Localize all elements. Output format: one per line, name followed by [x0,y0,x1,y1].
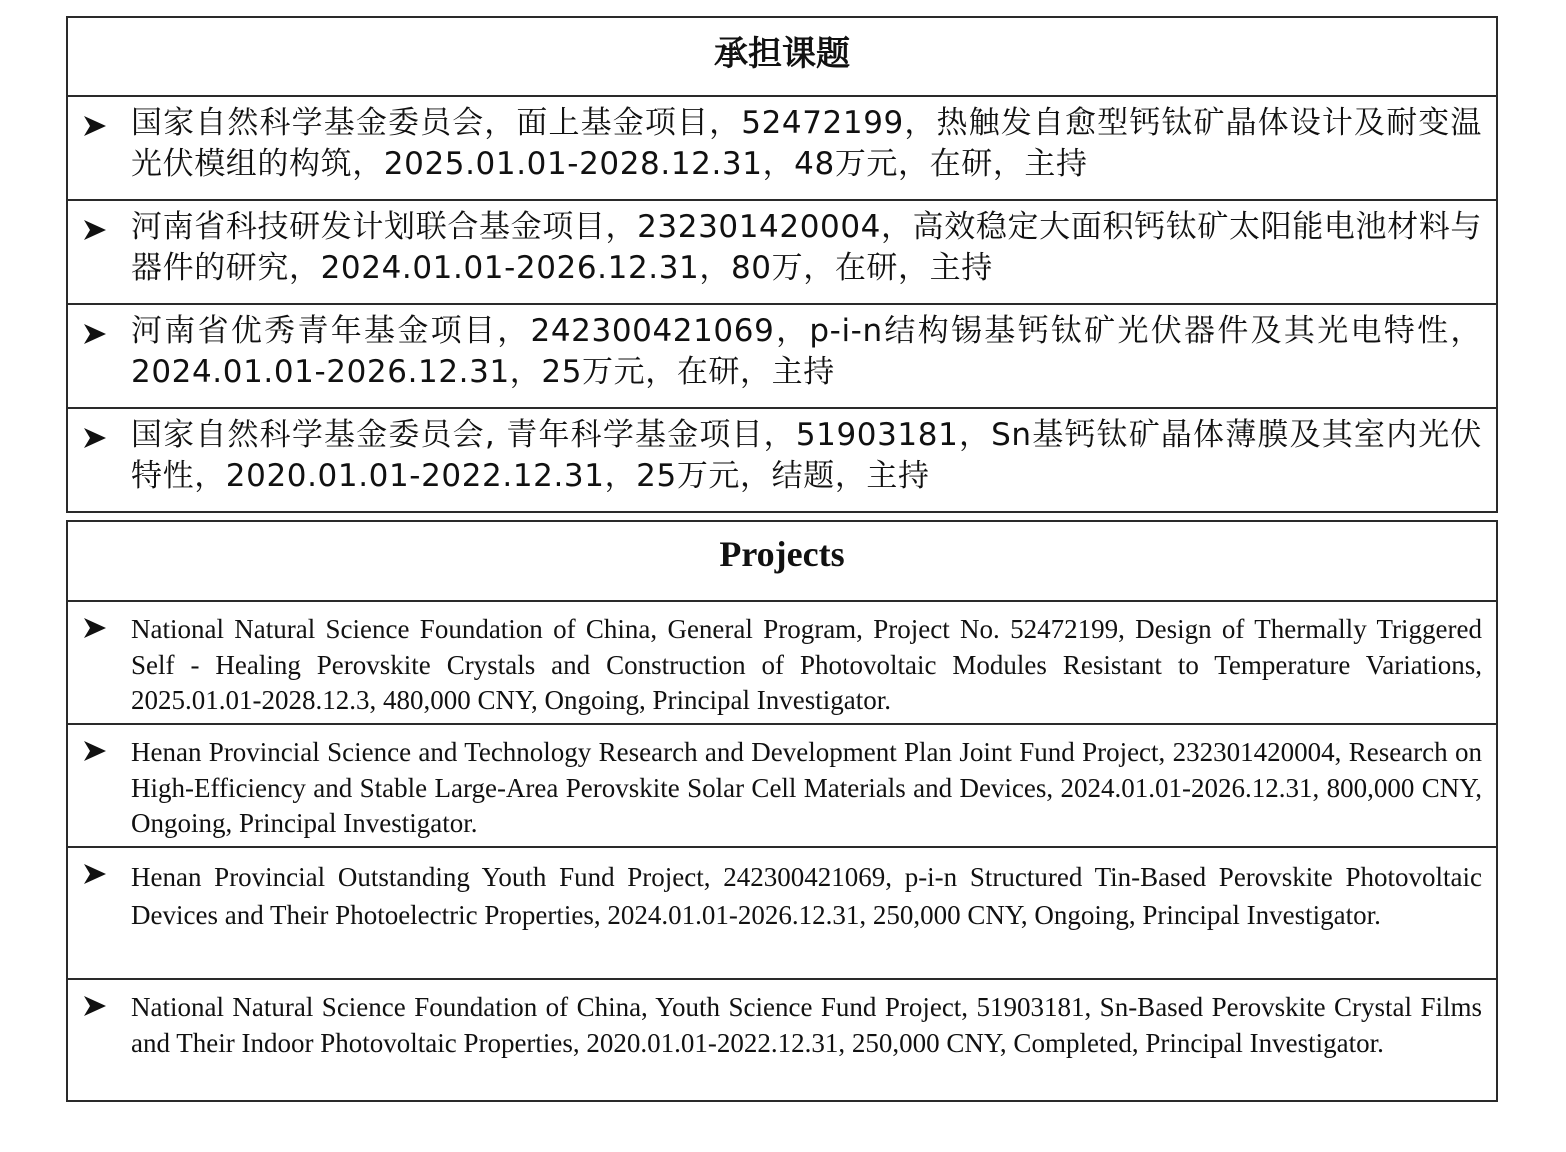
arrowhead-bullet-icon [82,738,108,764]
table-row [68,725,1496,848]
arrowhead-bullet-icon [82,861,108,887]
projects-table-chinese [66,16,1498,513]
arrowhead-bullet-icon [82,993,108,1019]
arrowhead-bullet-icon [82,615,108,641]
table-row [68,97,1496,201]
project-entry: 河南省科技研发计划联合基金项目，232301420004，高效稳定大面积钙钛矿太阳能电池材料与器件的研究，2024.01.01-2026.12.31，80万，在研，主持 [131,209,1482,286]
table-row [68,848,1496,980]
table-title-english: Projects [68,522,1496,602]
arrowhead-bullet-icon [82,113,108,139]
project-entry: 国家自然科学基金委员会，面上基金项目，52472199，热触发自愈型钙钛矿晶体设计及耐变温光伏模组的构筑，2025.01.01-2028.12.31，48万元，在研，主持 [131,105,1482,182]
table-row [68,980,1496,1100]
project-entry: National Natural Science Foundation of China, General Program, Project No. 52472199, Design of Thermally Triggered Self - Healing Perovskite Crystals and Construction of Photovoltaic Modules Resistant to Temperature Variations, 2025.01.01-2028.12.3, 480,000 CNY, Ongoing, Principal Investigator. [131,614,1482,715]
arrowhead-bullet-icon [82,425,108,451]
projects-table-english [66,520,1498,1102]
project-entry: 河南省优秀青年基金项目，242300421069，p-i-n结构锡基钙钛矿光伏器件及其光电特性，2024.01.01-2026.12.31，25万元，在研，主持 [131,313,1482,390]
table-title-chinese: 承担课题 [68,18,1496,97]
arrowhead-bullet-icon [82,321,108,347]
project-entry: Henan Provincial Science and Technology Research and Development Plan Joint Fund Project, 232301420004, Research on High-Efficiency and Stable Large-Area Perovskite Solar Cell Materials and Devices, 2024.01.01-2026.12.31, 800,000 CNY, Ongoing, Principal Investigator. [131,737,1482,838]
table-row [68,602,1496,725]
table-row [68,305,1496,409]
project-entry: National Natural Science Foundation of China, Youth Science Fund Project, 51903181, Sn-Based Perovskite Crystal Films and Their Indoor Photovoltaic Properties, 2020.01.01-2022.12.31, 250,000 CNY, Completed, Principal Investigator. [131,992,1482,1058]
project-entry: Henan Provincial Outstanding Youth Fund Project, 242300421069, p-i-n Structured Tin-Based Perovskite Photovoltaic Devices and Their Photoelectric Properties, 2024.01.01-2026.12.31, 250,000 CNY, Ongoing, Principal Investigator. [131,862,1482,930]
table-row [68,409,1496,511]
table-row [68,201,1496,305]
project-entry: 国家自然科学基金委员会, 青年科学基金项目，51903181，Sn基钙钛矿晶体薄膜及其室内光伏特性，2020.01.01-2022.12.31，25万元，结题，主持 [131,417,1482,494]
arrowhead-bullet-icon [82,217,108,243]
